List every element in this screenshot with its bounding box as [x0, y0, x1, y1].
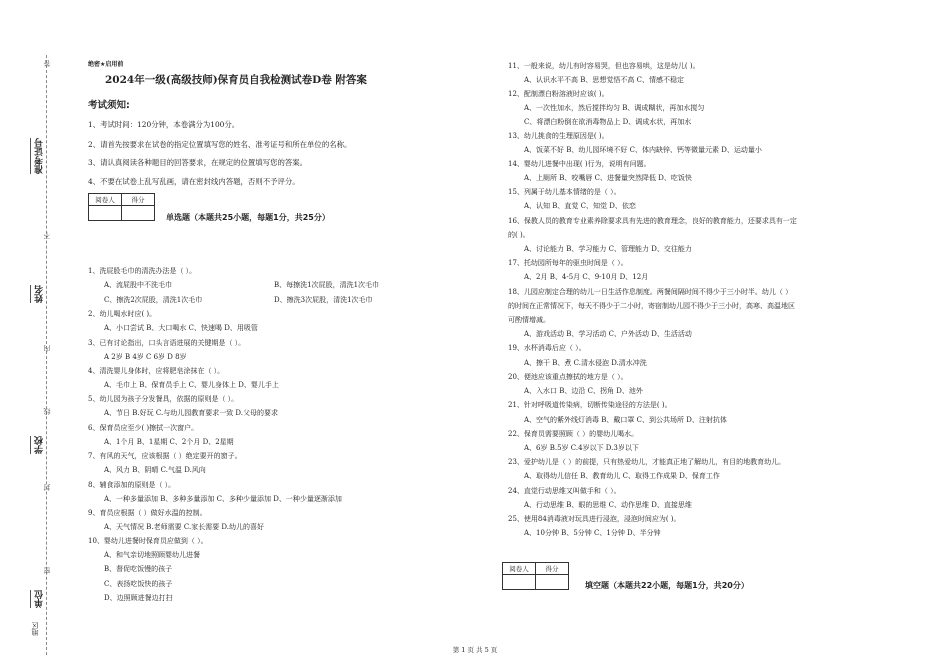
question: 23、爱护幼儿是（ ）的前提，只有热爱幼儿，才能真正地了解幼儿，有目的地教育幼儿。: [508, 458, 786, 466]
score-box: [502, 562, 569, 590]
name-label: 姓名: [30, 285, 46, 303]
question: 15、列属于幼儿基本情绪的是（ ）。: [508, 188, 621, 196]
score-box: [88, 193, 155, 221]
margin-char: 封: [43, 484, 51, 491]
score-cell: [122, 206, 155, 221]
option: C、表扬吃饭快的孩子: [104, 580, 173, 588]
grader-cell: [503, 575, 536, 590]
option: A、流屁股中不洗毛巾: [104, 281, 173, 289]
notice-item: 1、考试时间：120分钟，本卷满分为100分。: [88, 120, 240, 129]
option: A、空气的紫外线灯消毒 B、戴口罩 C、到公共场所 D、注射抗体: [524, 416, 727, 424]
margin-char: 不: [43, 232, 51, 239]
grader-header: 阅卷人: [89, 194, 122, 206]
margin-char: 答: [43, 60, 51, 67]
option: C、擦洗2次屁股，清洗1次毛巾: [104, 296, 203, 304]
question: 24、直觉行动思维又叫做手和（ ）。: [508, 487, 621, 495]
unit-label: 单位: [30, 590, 46, 608]
grader-header: 阅卷人: [503, 563, 536, 575]
option: D、边照顾进餐边打扫: [104, 594, 173, 602]
question: 3、已有讨论指出，口头言语进展的关键期是（ ）。: [88, 339, 246, 347]
question: 20、便池应该重点擦拭的地方是（ ）。: [508, 373, 628, 381]
question-cont: 的时间在正常情况下，每天不得少于二小时，寄宿制幼儿园不得少于三小时，高寒、高温地区: [508, 302, 795, 310]
option: A、风力 B、阴晴 C.气温 D.风向: [104, 466, 206, 474]
question: 17、托幼园所每年的驱虫时间是（ ）。: [508, 259, 628, 267]
question: 2、幼儿喝水时应( )。: [88, 310, 157, 318]
notice-item: 2、请首先按要求在试卷的指定位置填写您的姓名、准考证号和所在单位的名称。: [88, 140, 352, 149]
option: A、行动思维 B、眼的思维 C、动作思维 D、直接思维: [524, 501, 692, 509]
option: B、督促吃饭慢的孩子: [104, 565, 173, 573]
question: 12、配制漂白粉溶液时应该( )。: [508, 90, 609, 98]
option: A、1个月 B、1星期 C、2个月 D、2星期: [104, 438, 234, 446]
question: 19、水杯消毒后应（ ）。: [508, 344, 586, 352]
option: A、游戏活动 B、学习活动 C、户外活动 D、生活活动: [524, 330, 692, 338]
question: 16、保教人员的教育专业素养除要求具有先进的教育理念，良好的教育能力，还要求具有一定: [508, 217, 797, 225]
margin-char: 内: [43, 345, 51, 352]
option: C、将漂白粉倒在欲消毒物品上 D、调成水状，再加水: [524, 118, 692, 126]
option: A、和气亲切地照顾婴幼儿进餐: [104, 551, 201, 559]
option: A、节日 B.好玩 C.与幼儿园教育要求一致 D.父母的要求: [104, 409, 279, 417]
question: 18、儿园应制定合理的幼儿一日生活作息制度。两餐间隔时间不得少于三小时半。幼儿（ ）: [508, 288, 793, 296]
question: 4、清洗婴儿身体时，应将肥皂涂抹在（ ）。: [88, 367, 225, 375]
school-label: 学校: [30, 436, 46, 454]
question: 6、保育员应至少( )擦拭一次窗户。: [88, 424, 199, 432]
option: A、上厕所 B、咬嘴唇 C、进餐量突然降低 D、吃饭快: [524, 174, 692, 182]
question: 25、使用84消毒液对玩具进行浸泡，浸泡时间应为( )。: [508, 515, 681, 523]
option: A、10分钟 B、5分钟 C、1分钟 D、半分钟: [524, 529, 661, 537]
option: A、擦干 B、煮 C.清水侵泡 D.清水冲洗: [524, 359, 647, 367]
option: A、小口尝试 B、大口喝水 C、快速喝 D、用吸管: [104, 324, 258, 332]
option: A、取得幼儿信任 B、教育幼儿 C、取得工作成果 D、保育工作: [524, 472, 720, 480]
question-cont: 的( )。: [508, 231, 530, 239]
option: A、入水口 B、边沿 C、拐角 D、池外: [524, 387, 643, 395]
question: 5、幼儿园为孩子分发餐具，依据的原则是（ ）。: [88, 395, 239, 403]
question: 21、针对呼吸道传染病，切断传染途径的方法是( )。: [508, 401, 672, 409]
option: A、认识水平不高 B、思想觉悟不高 C、情感不稳定: [524, 76, 685, 84]
grader-cell: [89, 206, 122, 221]
question: 9、育员应根据（ ）做好水温的控制。: [88, 509, 207, 517]
seal-line: [46, 55, 47, 655]
score-header: 得分: [536, 563, 569, 575]
option: A、毛巾上 B、保育员手上 C、婴儿身体上 D、婴儿手上: [104, 381, 279, 389]
option: A、一种多量添加 B、多种多量添加 C、多种少量添加 D、一种少量逐渐添加: [104, 495, 342, 503]
question: 22、保育员需要照顾（ ）的婴幼儿喝水。: [508, 430, 639, 438]
exam-number-label: 准考证号: [30, 138, 46, 174]
margin-char: 线: [43, 408, 51, 415]
option: A、一次性加水，然后搅拌均匀 B、调成糊状，再加水搅匀: [524, 104, 705, 112]
question: 10、婴幼儿进餐时保育员应做到（ ）。: [88, 537, 208, 545]
option: A、认知 B、直觉 C、知觉 D、依恋: [524, 202, 636, 210]
section-heading-fill-blank: 填空题（本题共22小题，每题1分，共20分）: [585, 581, 749, 590]
question: 8、辅食添加的原则是（ ）。: [88, 481, 176, 489]
binding-margin: [0, 0, 60, 671]
option: A、饭菜不好 B、幼儿园环境不好 C、体内缺锌、钙等微量元素 D、运动量小: [524, 146, 762, 154]
notice-heading: 考试须知:: [88, 100, 130, 111]
option: A、讨论能力 B、学习能力 C、管理能力 D、交往能力: [524, 245, 692, 253]
notice-item: 4、不要在试卷上乱写乱画，请在密封线内答题，否则不予评分。: [88, 177, 300, 186]
option: B、每擦洗1次屁股，清洗1次毛巾: [274, 281, 380, 289]
region-label: 地区: [31, 622, 39, 636]
option: A、天气情况 B.老师需要 C.家长需要 D.幼儿的喜好: [104, 523, 265, 531]
question-cont: 可酌情增减。: [508, 316, 550, 324]
page-title: 2024年一级(高级技师)保育员自我检测试卷D卷 附答案: [105, 74, 367, 86]
question: 14、婴幼儿进餐中出现( )行为，说明有问题。: [508, 160, 651, 168]
question: 1、洗屁股毛巾的清洗办法是（ ）。: [88, 267, 197, 275]
question: 7、有风的天气，应该根据（ ）绝定要开的窗子。: [88, 452, 242, 460]
option: A、6岁 B.5岁 C.4岁以下 D.3岁以下: [524, 444, 639, 452]
question: 13、幼儿挑食的生理原因是( )。: [508, 132, 609, 140]
page-number: 第 1 页 共 5 页: [452, 646, 498, 654]
question: 11、一般来说，幼儿有时容易哭，但也容易哄，这是幼儿( )。: [508, 62, 700, 70]
option: D、擦洗3次屁股，清洗1次毛巾: [274, 296, 373, 304]
section-heading-single-choice: 单选题（本题共25小题，每题1分，共25分）: [166, 213, 330, 222]
score-header: 得分: [122, 194, 155, 206]
option: A 2岁 B 4岁 C 6岁 D 8岁: [104, 353, 187, 361]
notice-item: 3、请认真阅读各种题目的回答要求，在规定的位置填写您的答案。: [88, 158, 308, 167]
secret-mark: 绝密★启用前: [88, 61, 124, 68]
option: A、2月 B、4-5月 C、9-10月 D、12月: [524, 273, 649, 281]
margin-char: 密: [43, 567, 51, 574]
score-cell: [536, 575, 569, 590]
